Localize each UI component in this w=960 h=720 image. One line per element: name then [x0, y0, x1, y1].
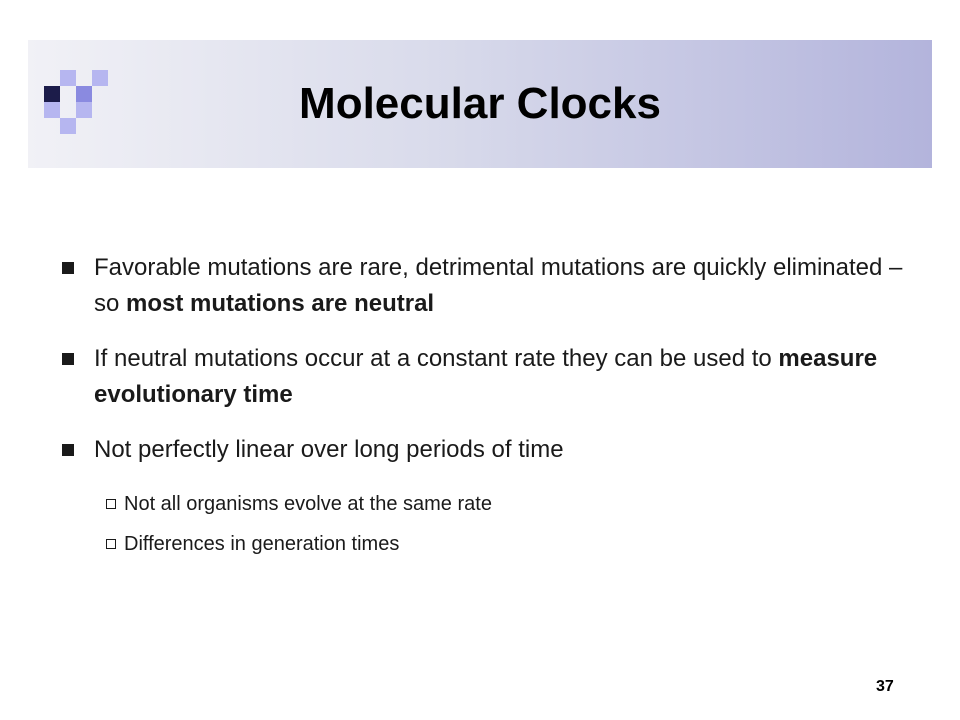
sub-bullet-text: Differences in generation times — [124, 533, 400, 555]
bullet-text: Not perfectly linear over long periods of time — [94, 436, 564, 463]
bullet-item — [60, 250, 920, 322]
sub-bullet-text: Not all organisms evolve at the same rate — [124, 493, 492, 515]
sub-bullet-item — [106, 530, 920, 558]
bullet-emphasis: measure evolutionary time — [94, 345, 878, 408]
bullet-item — [60, 341, 920, 413]
slide-title: Molecular Clocks — [299, 79, 661, 128]
page-number: 37 — [876, 678, 894, 695]
sub-bullet-item — [106, 490, 920, 518]
bullet-text: If neutral mutations occur at a constant rate they can be used to — [94, 345, 779, 372]
slide-content — [60, 250, 920, 570]
bullet-emphasis: most mutations are neutral — [126, 290, 435, 317]
bullet-item — [60, 432, 920, 468]
bullet-text: Favorable mutations are rare, detrimental mutations are quickly eliminated – so — [94, 254, 903, 317]
